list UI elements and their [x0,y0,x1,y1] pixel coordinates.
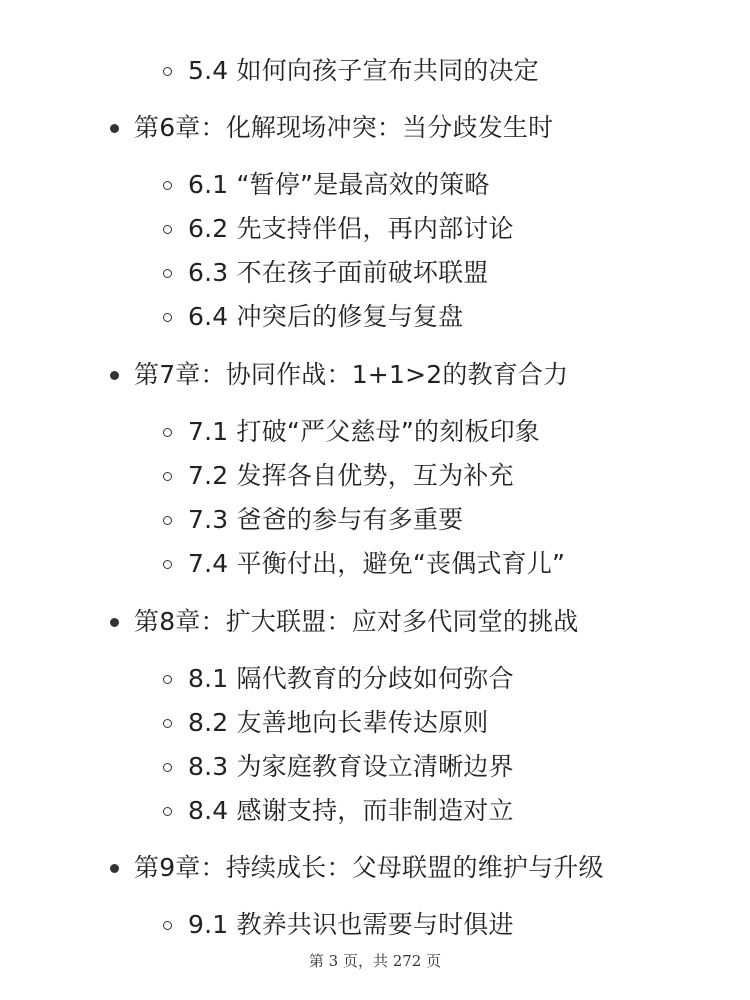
disc-bullet-icon [110,864,119,873]
disc-bullet-icon [110,618,119,627]
subsection-6-1: 6.1 “暂停”是最高效的策略 [188,170,490,199]
subsection-8-3: 8.3 为家庭教育设立清晰边界 [188,752,514,781]
circle-bullet-icon [163,719,172,728]
circle-bullet-icon [163,428,172,437]
chapter-9-heading: 第9章：持续成长：父母联盟的维护与升级 [134,853,604,882]
circle-bullet-icon [163,921,172,930]
circle-bullet-icon [163,472,172,481]
subsection-7-2: 7.2 发挥各自优势，互为补充 [188,461,514,490]
page-number-footer: 第 3 页，共 272 页 [308,952,442,970]
circle-bullet-icon [163,560,172,569]
subsection-9-1: 9.1 教养共识也需要与时俱进 [188,910,514,939]
disc-bullet-icon [110,124,119,133]
chapter-7-heading: 第7章：协同作战：1+1>2的教育合力 [134,360,569,389]
circle-bullet-icon [163,181,172,190]
subsection-7-3: 7.3 爸爸的参与有多重要 [188,505,464,534]
subsection-7-1: 7.1 打破“严父慈母”的刻板印象 [188,417,541,446]
circle-bullet-icon [163,516,172,525]
circle-bullet-icon [163,675,172,684]
subsection-7-4: 7.4 平衡付出，避免“丧偶式育儿” [188,549,566,578]
disc-bullet-icon [110,371,119,380]
circle-bullet-icon [163,807,172,816]
circle-bullet-icon [163,225,172,234]
subsection-8-4: 8.4 感谢支持，而非制造对立 [188,796,514,825]
circle-bullet-icon [163,763,172,772]
circle-bullet-icon [163,269,172,278]
subsection-6-3: 6.3 不在孩子面前破坏联盟 [188,258,489,287]
subsection-6-2: 6.2 先支持伴侣，再内部讨论 [188,214,514,243]
subsection-6-4: 6.4 冲突后的修复与复盘 [188,302,464,331]
subsection-8-1: 8.1 隔代教育的分歧如何弥合 [188,664,514,693]
chapter-6-heading: 第6章：化解现场冲突：当分歧发生时 [134,113,554,142]
subsection-5-4: 5.4 如何向孩子宣布共同的决定 [188,56,539,85]
subsection-8-2: 8.2 友善地向长辈传达原则 [188,708,489,737]
chapter-8-heading: 第8章：扩大联盟：应对多代同堂的挑战 [134,607,579,636]
circle-bullet-icon [163,67,172,76]
circle-bullet-icon [163,313,172,322]
